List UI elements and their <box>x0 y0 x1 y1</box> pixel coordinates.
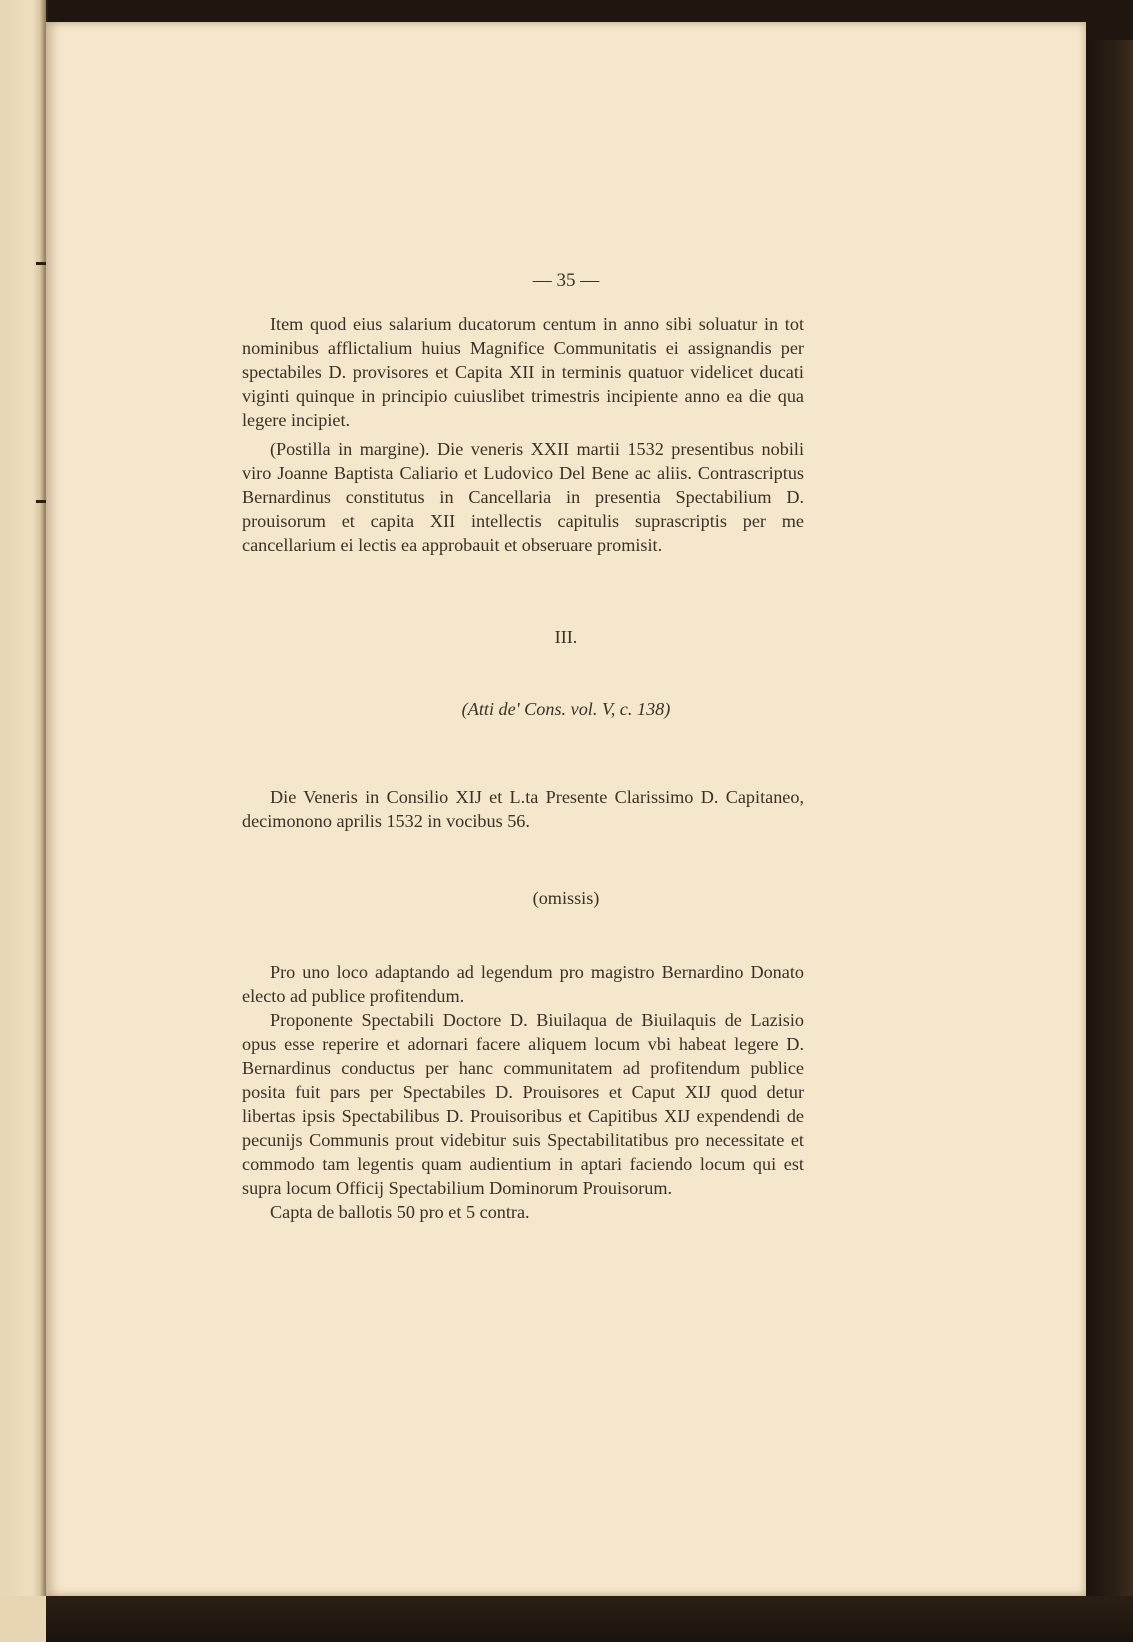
page-number: — 35 — <box>532 270 600 291</box>
paragraph: Pro uno loco adaptando ad legendum pro magistro Bernardino Donato electo ad publice profitendum. <box>242 962 804 1006</box>
binding-mark <box>36 262 46 265</box>
session-text <box>242 785 804 833</box>
paragraph: Die Veneris in Consilio XIJ et L.ta Presente Clarissimo D. Capitaneo, decimonono aprilis 1532 in vocibus 56. <box>242 787 804 831</box>
omissis-note: (omissis) <box>532 888 600 908</box>
paragraph: (Postilla in margine). Die veneris XXII martii 1532 presentibus nobili viro Joanne Baptista Caliario et Ludovico Del Bene ac aliis. Contrascriptus Bernardinus constitutus in Cancellaria in presentia Spectabilium D. prouisorum et capita XII intellectis capitulis suprascriptis per me cancellarium ei lectis ea approbauit et obseruare promisit. <box>242 439 804 555</box>
paragraph: Capta de ballotis 50 pro et 5 contra. <box>270 1202 530 1222</box>
text-block-1 <box>242 312 804 557</box>
citation: (Atti de' Cons. vol. V, c. 138) <box>461 699 671 719</box>
previous-page-edge <box>0 1596 46 1642</box>
book-page <box>46 22 1086 1596</box>
scan-right-edge <box>1086 40 1133 1600</box>
scan-bottom-edge <box>0 1596 1133 1642</box>
text-block-2 <box>242 960 804 1224</box>
paragraph: Item quod eius salarium ducatorum centum in anno sibi soluatur in tot nominibus afflictalium huius Magnifice Communitatis ei assignandis per spectabiles D. provisores et Capita XII in terminis quatuor videlicet ducati viginti quinque in principio cuiuslibet trimestris incipiente anno ea die qua legere incipiet. <box>242 314 804 430</box>
paragraph: Proponente Spectabili Doctore D. Biuilaqua de Biuilaquis de Lazisio opus esse reperire et adornari facere aliquem locum vbi habeat legere D. Bernardinus conductus per hanc communitatem ad profitendum publice posita fuit pars per Spectabiles D. Prouisores et Caput XIJ quod detur libertas ipsis Spectabilibus D. Prouisoribus et Capitibus XIJ expendendi de pecunijs Communis prout videbitur suis Spectabilitatibus pro necessitate et commodo tam legentis quam audientium in aptari faciendo locum qui est supra locum Officij Spectabilium Dominorum Prouisorum. <box>242 1010 804 1198</box>
section-number: III. <box>554 627 578 647</box>
binding-mark <box>36 500 46 503</box>
